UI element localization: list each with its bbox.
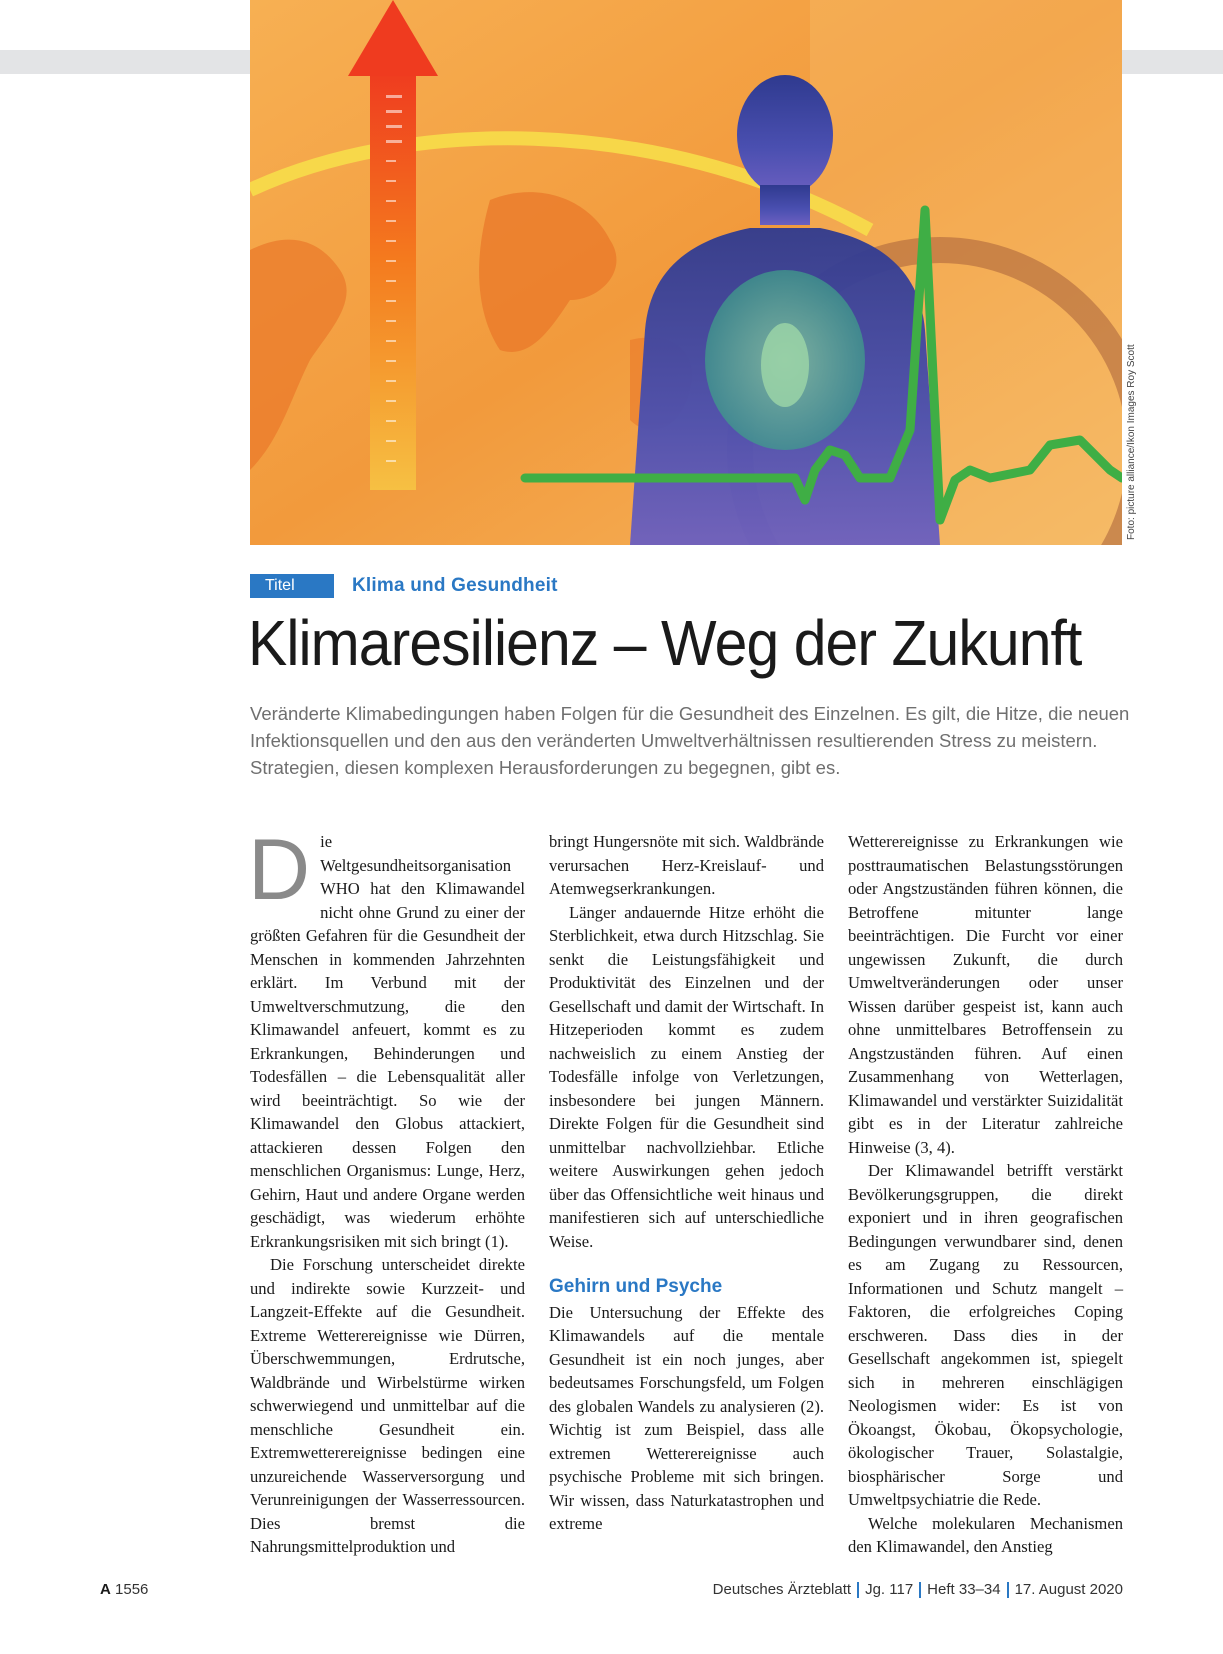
paragraph: Wetterereignisse zu Erkrankungen wie posttraumatischen Belastungsstörungen oder Angstzuständen führen können, die Betroffene mitunter lange beeinträchtigen. Die Furcht vor einer ungewissen Zukunft, die durch Umweltveränderungen oder unser Wissen darüber gespeist ist, kann auch ohne unmittelbares Betroffensein zu Angstzuständen führen. Auf einen Zusammenhang von Wetterlagen, Klimawandel und verstärkter Suizidalität gibt es in der Literatur zahlreiche Hinweise (3, 4). <box>848 832 1123 1157</box>
journal-issue: Heft 33–34 <box>927 1581 1001 1598</box>
page-number-value: 1556 <box>115 1581 149 1598</box>
article-column-2 <box>549 830 824 1536</box>
paragraph: ie Weltgesundheitsorganisation WHO hat den Klimawandel nicht ohne Grund zu einer der größten Gefahren für die Gesundheit der Menschen in kommenden Jahrzehnten erklärt. Im Verbund mit der Umweltverschmutzung, die den Klimawandel anfeuert, kommt es zu Erkrankungen, Behinderungen und Todesfällen – die Lebensqualität aller wird beeinträchtigt. So wie der Klimawandel den Globus attackiert, attackieren dessen Folgen den menschlichen Organismus: Lunge, Herz, Gehirn, Haut und andere Organe werden geschädigt, was wiederum erhöhte Erkrankungsrisiken mit sich bringt (1). <box>250 832 525 1251</box>
rubric <box>250 574 558 598</box>
header-band-right <box>1122 50 1223 74</box>
journal-volume: Jg. 117 <box>865 1581 914 1598</box>
paragraph: Die Untersuchung der Effekte des Klimawandels auf die mentale Gesundheit ist ein noch junges, aber bedeutsames Forschungsfeld, um Folgen des globalen Wandels zu analysieren (2). Wichtig ist zum Beispiel, dass alle extremen Wetterereignisse auch psychische Probleme mit sich bringen. Wir wissen, dass Naturkatastrophen und extreme <box>549 1302 824 1533</box>
topic-label: Klima und Gesundheit <box>352 575 558 596</box>
separator <box>919 1582 921 1598</box>
page-prefix: A <box>100 1581 111 1598</box>
paragraph: Der Klimawandel betrifft verstärkt Bevölkerungsgruppen, die direkt exponiert und in ihren geografischen Bedingungen verwundbarer sind, denen es am Zugang zu Ressourcen, Informationen und Schutz mangelt – Faktoren, die erfolgreiches Coping erschweren. Dass dies in der Gesellschaft angekommen ist, spiegelt sich in mehreren einschlägigen Neologismen wider: Es ist von Ökoangst, Ökobau, Ökopsychologie, ökologischer Trauer, Solastalgie, biosphärischer Sorge und Umweltpsychiatrie die Rede. <box>848 1161 1123 1509</box>
article-lead: Veränderte Klimabedingungen haben Folgen für die Gesundheit des Einzelnen. Es gilt, die Hitze, die neuen Infektionsquellen und den aus den veränderten Umweltverhältnissen resultierenden Stress zu meistern. Strategien, diesen komplexen Herausforderungen zu begegnen, gibt es. <box>250 703 1130 778</box>
journal-info <box>713 1581 1123 1598</box>
section-heading: Gehirn und Psyche <box>549 1276 723 1297</box>
article-column-3 <box>848 830 1123 1559</box>
paragraph: Die Forschung unterscheidet direkte und indirekte sowie Kurzzeit- und Langzeit-Effekte auf die Gesundheit. Extreme Wetterereignisse wie Dürren, Überschwemmungen, Erdrutsche, Waldbrände und Wirbelstürme wirken schwerwiegend und unmittelbar auf die menschliche Gesundheit ein. Extremwetterereignisse bedingen eine unzureichende Wasserversorgung und Verunreinigungen der Wasserressourcen. Dies bremst die Nahrungsmittelproduktion und <box>250 1255 525 1556</box>
hero-illustration <box>250 0 1122 545</box>
paragraph: Welche molekularen Mechanismen den Klimawandel, den Anstieg <box>848 1513 1123 1556</box>
journal-name: Deutsches Ärzteblatt <box>712 1581 852 1598</box>
paragraph: bringt Hungersnöte mit sich. Waldbrände verursachen Herz-Kreislauf- und Atemwegserkrankungen. <box>549 832 824 898</box>
paragraph: Länger andauernde Hitze erhöht die Sterblichkeit, etwa durch Hitzschlag. Sie senkt die Leistungsfähigkeit und Produktivität des Einzelnen und der Gesellschaft und damit der Wirtschaft. In Hitzeperioden kommt es zudem nachweislich zu einem Anstieg der Todesfälle infolge von Verletzungen, insbesondere bei jungen Männern. Direkte Folgen für die Gesundheit sind unmittelbar nachvollziehbar. Etliche weitere Auswirkungen gehen jedoch über das Offensichtliche weit hinaus und manifestieren sich auf unterschiedliche Weise. <box>549 902 824 1251</box>
journal-date: 17. August 2020 <box>1014 1581 1123 1598</box>
header-band-left <box>0 50 250 74</box>
article-column-1 <box>248 822 525 1559</box>
separator <box>1007 1582 1009 1598</box>
photo-credit: Foto: picture alliance/Ikon Images Roy Scott <box>1126 344 1137 540</box>
article-title: Klimaresilienz – Weg der Zukunft <box>248 607 1082 679</box>
section-tag: Titel <box>250 574 334 598</box>
page-number <box>100 1581 148 1598</box>
dropcap: D <box>248 822 311 918</box>
separator <box>857 1582 859 1598</box>
